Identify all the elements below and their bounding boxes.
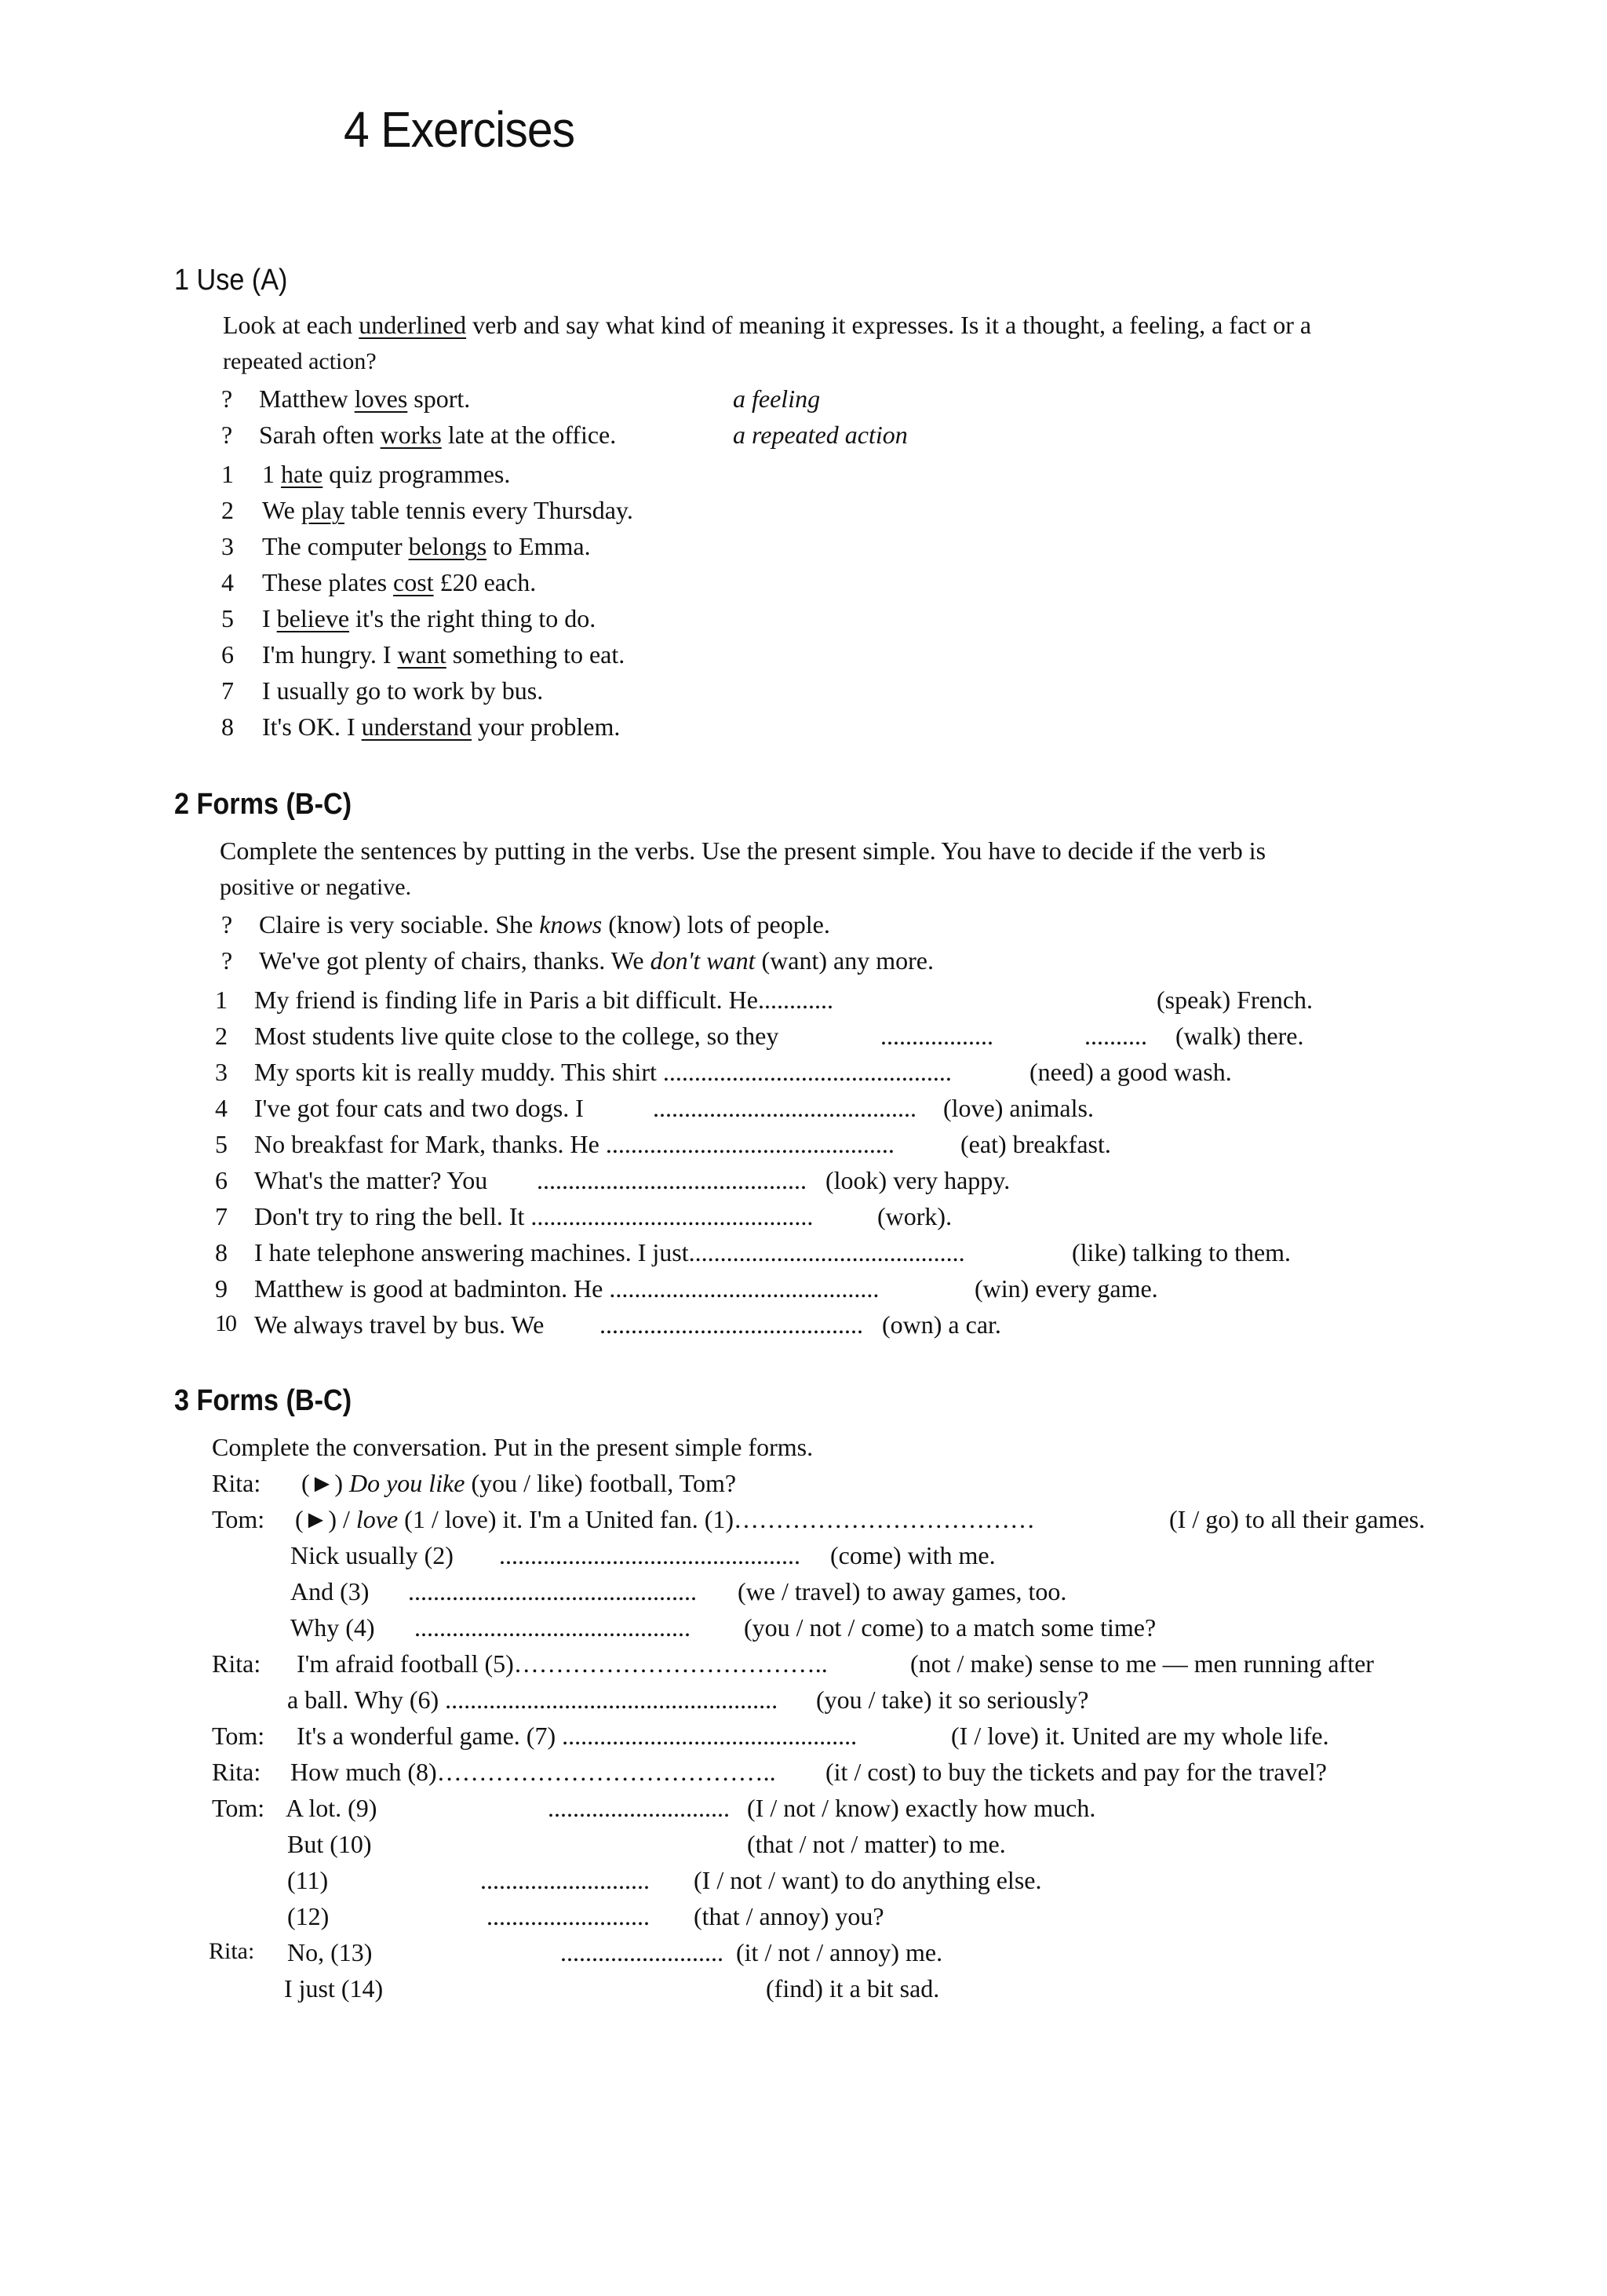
example-sentence: We've got plenty of chairs, thanks. We don't want (want) any more.: [259, 946, 934, 975]
item-verb-hint: (like) talking to them.: [1072, 1238, 1292, 1266]
exercise-3-heading: 3 Forms (B-C): [174, 1384, 352, 1417]
example-answer: a repeated action: [733, 421, 908, 449]
item-text: What's the matter? You: [254, 1166, 488, 1194]
answer-blank[interactable]: ...........................................: [537, 1166, 807, 1194]
item-text: No breakfast for Mark, thanks. He ..............................................: [254, 1130, 895, 1158]
example-mark: ?: [221, 910, 233, 938]
item-text: My sports kit is really muddy. This shirt ..............................................: [254, 1058, 952, 1086]
item-number: 4: [221, 568, 234, 596]
item-number: 4: [215, 1094, 228, 1122]
item-number: 8: [221, 712, 234, 741]
item-verb-hint: (walk) there.: [1175, 1022, 1304, 1050]
speaker-label: Rita:: [212, 1649, 261, 1678]
verb-hint: (come) with me.: [830, 1541, 996, 1569]
item-text: Most students live quite close to the college, so they: [254, 1022, 779, 1050]
speaker-label: Tom:: [212, 1722, 265, 1750]
item-sentence: The computer belongs to Emma.: [262, 532, 591, 560]
example-mark: ?: [221, 384, 233, 413]
answer-blank[interactable]: ..........................................: [653, 1094, 916, 1122]
answer-blank[interactable]: ..................: [880, 1022, 993, 1050]
item-text: We always travel by bus. We: [254, 1310, 545, 1339]
exercise-1-instruction: Look at each underlined verb and say what kind of meaning it expresses. Is it a thought, a feeling, a fact or a: [223, 311, 1312, 339]
conversation-line: I just (14): [284, 1974, 384, 2003]
item-sentence: These plates cost £20 each.: [262, 568, 537, 596]
example-answer: a feeling: [733, 384, 821, 413]
exercise-1-instruction-cont: repeated action?: [223, 348, 377, 374]
conversation-line: How much (8)…………………………………..: [290, 1758, 776, 1786]
item-number: 10: [215, 1310, 235, 1336]
item-verb-hint: (look) very happy.: [825, 1166, 1011, 1194]
speaker-label: Rita:: [212, 1758, 261, 1786]
conversation-line: And (3): [290, 1577, 370, 1605]
exercise-2-instruction: Complete the sentences by putting in the verbs. Use the present simple. You have to decide if the verb is: [220, 836, 1266, 865]
conversation-line: a ball. Why (6) .....................................................: [287, 1686, 778, 1714]
conversation-line: No, (13): [287, 1938, 373, 1966]
example-sentence: Matthew loves sport.: [259, 384, 471, 413]
item-number: 5: [215, 1130, 228, 1158]
item-number: 3: [221, 532, 234, 560]
answer-blank[interactable]: ................................................: [499, 1541, 800, 1569]
conversation-line: (►) Do you like (you / like) football, Tom?: [301, 1469, 737, 1497]
verb-hint: (that / annoy) you?: [694, 1902, 884, 1930]
verb-hint: (I / not / want) to do anything else.: [694, 1866, 1042, 1894]
answer-blank[interactable]: ..............................................: [408, 1577, 697, 1605]
item-verb-hint: (need) a good wash.: [1029, 1058, 1232, 1086]
speaker-label: Tom:: [212, 1505, 265, 1533]
item-verb-hint: (love) animals.: [943, 1094, 1094, 1122]
item-number: 3: [215, 1058, 228, 1086]
item-verb-hint: (win) every game.: [975, 1274, 1158, 1303]
verb-hint: (I / go) to all their games.: [1169, 1505, 1426, 1533]
page-title: 4 Exercises: [344, 101, 575, 158]
verb-hint: (you / take) it so seriously?: [816, 1686, 1089, 1714]
example-mark: ?: [221, 946, 233, 975]
conversation-line: But (10): [287, 1830, 372, 1858]
answer-blank[interactable]: ..........................................: [599, 1310, 863, 1339]
item-verb-hint: (work).: [877, 1202, 953, 1230]
conversation-line: Why (4): [290, 1613, 375, 1642]
item-number: 7: [215, 1202, 228, 1230]
conversation-line: (►) / love (1 / love) it. I'm a United fan. (1)………………………………: [295, 1505, 1036, 1533]
item-verb-hint: (own) a car.: [882, 1310, 1001, 1339]
item-verb-hint: (eat) breakfast.: [960, 1130, 1111, 1158]
verb-hint: (I / love) it. United are my whole life.: [951, 1722, 1329, 1750]
conversation-line: A lot. (9): [286, 1794, 377, 1822]
verb-hint: (that / not / matter) to me.: [747, 1830, 1006, 1858]
answer-blank[interactable]: .............................: [548, 1794, 730, 1822]
conversation-line: Nick usually (2): [290, 1541, 454, 1569]
item-number: 1: [215, 986, 228, 1014]
speaker-label: Rita:: [209, 1938, 255, 1964]
item-number: 2: [221, 496, 234, 524]
item-sentence: We play table tennis every Thursday.: [262, 496, 633, 524]
item-text: I hate telephone answering machines. I just............................................: [254, 1238, 965, 1266]
item-sentence: I'm hungry. I want something to eat.: [262, 640, 625, 669]
answer-blank[interactable]: ..........................: [486, 1902, 650, 1930]
item-sentence: 1 hate quiz programmes.: [262, 460, 511, 488]
item-text: I've got four cats and two dogs. I: [254, 1094, 584, 1122]
verb-hint: (I / not / know) exactly how much.: [747, 1794, 1096, 1822]
item-text: Matthew is good at badminton. He ...........................................: [254, 1274, 880, 1303]
item-sentence: I believe it's the right thing to do.: [262, 604, 596, 632]
item-number: 7: [221, 676, 234, 705]
item-text: Don't try to ring the bell. It .............................................: [254, 1202, 814, 1230]
example-sentence: Sarah often works late at the office.: [259, 421, 617, 449]
verb-hint: (it / cost) to buy the tickets and pay for the travel?: [825, 1758, 1327, 1786]
item-number: 2: [215, 1022, 228, 1050]
example-sentence: Claire is very sociable. She knows (know) lots of people.: [259, 910, 830, 938]
item-number: 1: [221, 460, 234, 488]
exercise-2-heading: 2 Forms (B-C): [174, 788, 352, 821]
verb-hint: (you / not / come) to a match some time?: [744, 1613, 1157, 1642]
speaker-label: Rita:: [212, 1469, 261, 1497]
item-sentence: It's OK. I understand your problem.: [262, 712, 621, 741]
speaker-label: Tom:: [212, 1794, 265, 1822]
conversation-line: (11): [287, 1866, 329, 1894]
conversation-line: It's a wonderful game. (7) ...............................................: [297, 1722, 858, 1750]
item-number: 9: [215, 1274, 228, 1303]
item-verb-hint: (speak) French.: [1157, 986, 1314, 1014]
conversation-line: (12): [287, 1902, 330, 1930]
item-sentence: I usually go to work by bus.: [262, 676, 544, 705]
exercise-3-instruction: Complete the conversation. Put in the present simple forms.: [212, 1433, 814, 1461]
exercise-1-heading: 1 Use (A): [174, 264, 288, 297]
verb-hint: (it / not / annoy) me.: [736, 1938, 943, 1966]
example-mark: ?: [221, 421, 233, 449]
item-number: 5: [221, 604, 234, 632]
answer-blank[interactable]: ...........................: [480, 1866, 650, 1894]
verb-hint: (not / make) sense to me — men running after: [910, 1649, 1374, 1678]
item-number: 6: [221, 640, 234, 669]
answer-blank[interactable]: ..........: [1084, 1022, 1147, 1050]
conversation-line: I'm afraid football (5)………………………………..: [297, 1649, 828, 1678]
item-number: 8: [215, 1238, 228, 1266]
answer-blank[interactable]: ............................................: [414, 1613, 691, 1642]
item-number: 6: [215, 1166, 228, 1194]
verb-hint: (we / travel) to away games, too.: [738, 1577, 1067, 1605]
exercise-2-instruction-cont: positive or negative.: [220, 874, 412, 900]
item-text: My friend is finding life in Paris a bit difficult. He............: [254, 986, 833, 1014]
verb-hint: (find) it a bit sad.: [766, 1974, 940, 2003]
answer-blank[interactable]: ..........................: [560, 1938, 723, 1966]
